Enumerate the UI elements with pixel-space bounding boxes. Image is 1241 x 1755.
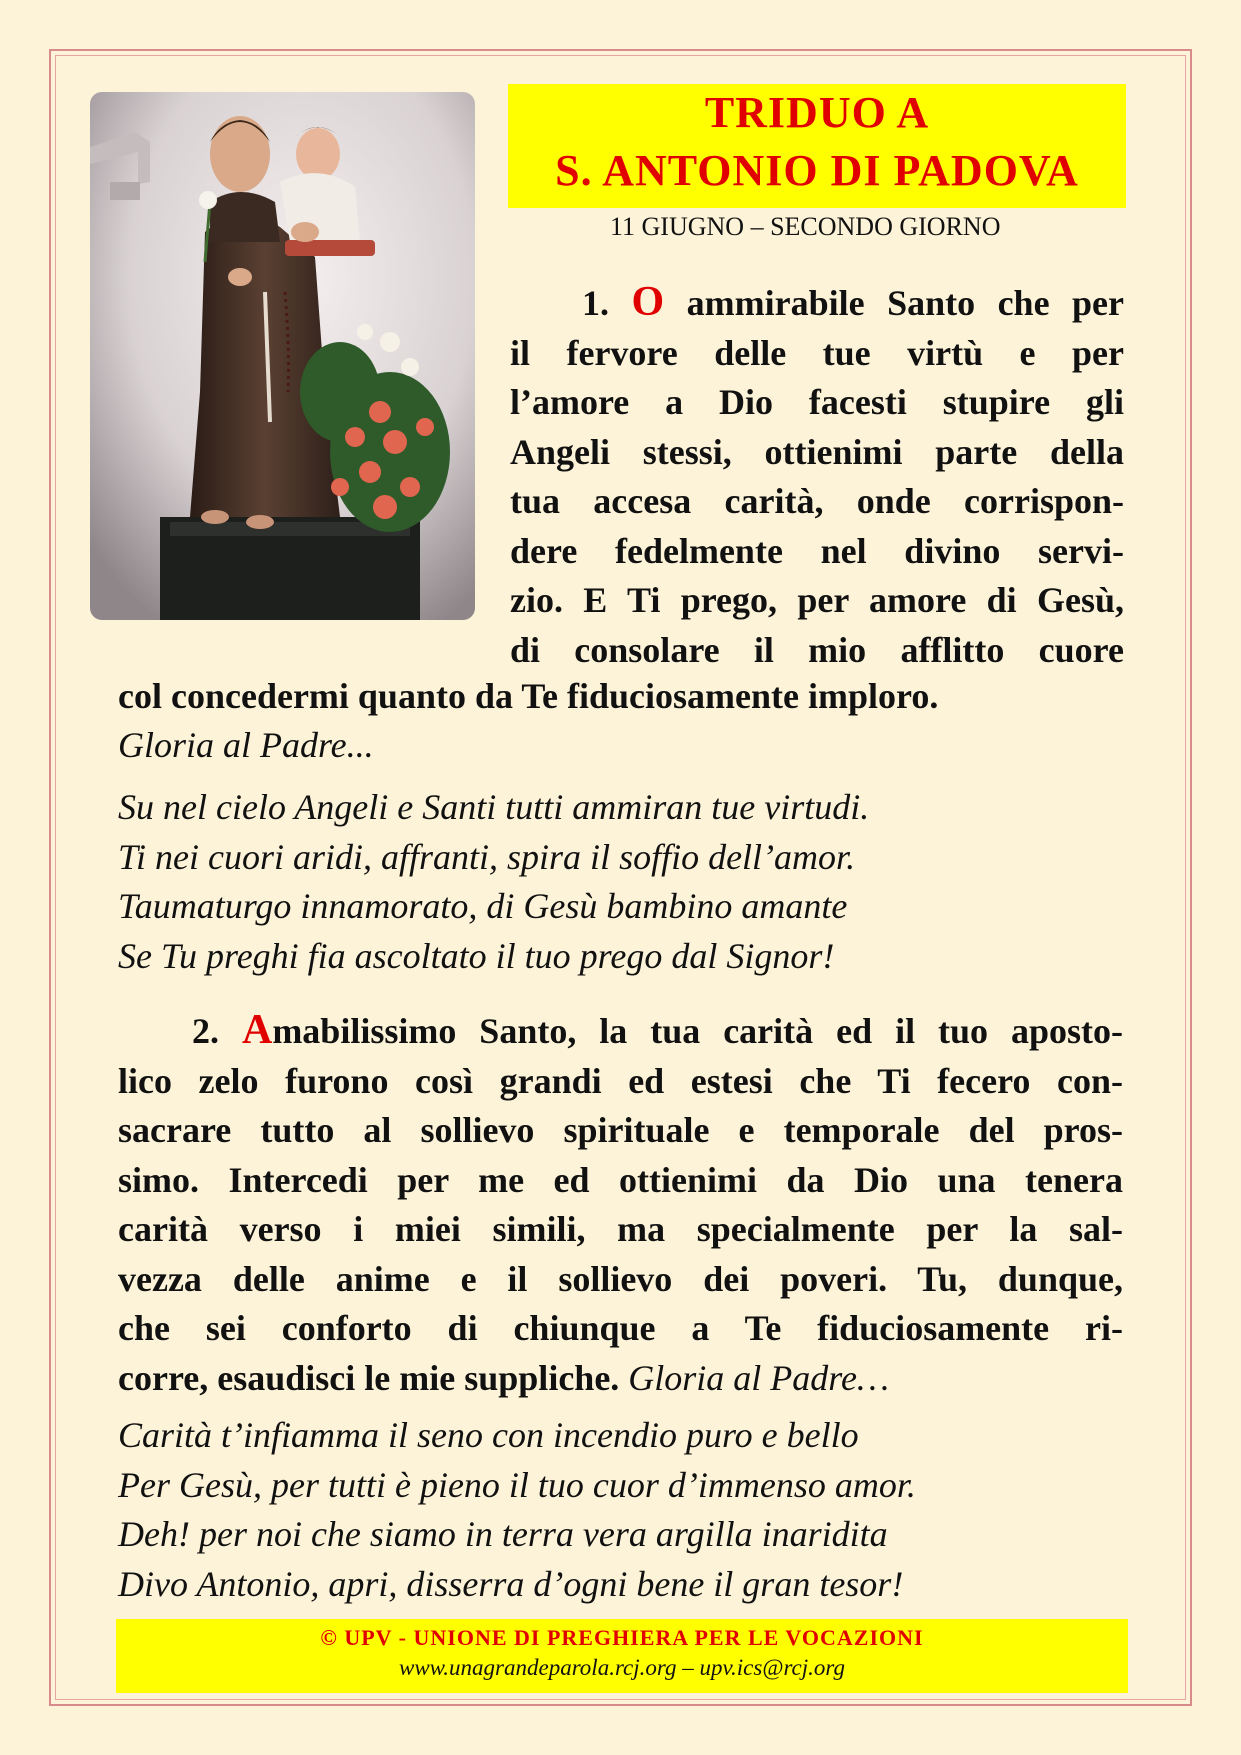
hymn-line: Per Gesù, per tutti è pieno il tuo cuor d’immenso amor. (118, 1464, 916, 1505)
text-line: simo. Intercedi per me ed ottienimi da Dio una tenera (118, 1159, 1123, 1200)
prayer-2-first-line (118, 1006, 1123, 1057)
text-line: l’amore a Dio facesti stupire gli (510, 382, 1124, 422)
text-line: mabilissimo Santo, la tua carità ed il tuo aposto- (272, 1011, 1124, 1051)
text-line: ammirabile Santo che per (686, 283, 1125, 323)
text-line: di consolare il mio afflitto cuore (510, 629, 1124, 670)
text-line: corre, esaudisci le mie suppliche. (118, 1357, 620, 1398)
hymn-line: Carità t’infiamma il seno con incendio puro e bello (118, 1415, 859, 1455)
hymn-line: Deh! per noi che siamo in terra vera argilla inaridita (118, 1514, 888, 1554)
prayer-1-gloria: Gloria al Padre... (118, 725, 374, 765)
text-line: tua accesa carità, onde corrispon- (510, 481, 1124, 521)
prayer-2-number: 2. (192, 1011, 219, 1051)
hymn-line: Ti nei cuori aridi, affranti, spira il soffio dell’amor. (118, 836, 856, 877)
hymn-line: Divo Antonio, apri, disserra d’ogni bene il gran tesor! (118, 1563, 904, 1604)
title-line-1: TRIDUO A (704, 88, 930, 137)
footer-organization: © UPV - UNIONE DI PREGHIERA PER LE VOCAZIONI (320, 1625, 924, 1650)
title-line-2: S. ANTONIO DI PADOVA (555, 146, 1079, 195)
text-line: sacrare tutto al sollievo spirituale e temporale del pros- (118, 1110, 1123, 1150)
text-line: lico zelo furono così grandi ed estesi che Ti fecero con- (118, 1060, 1123, 1101)
hymn-line: Taumaturgo innamorato, di Gesù bambino amante (118, 886, 848, 926)
text-line: Angeli stessi, ottienimi parte della (510, 431, 1124, 472)
title-banner (508, 84, 1126, 208)
hymn-2 (118, 1411, 1123, 1609)
hymn-line: Se Tu preghi fia ascoltato il tuo prego dal Signor! (118, 935, 835, 976)
prayer-1-first-line (510, 278, 1124, 329)
prayer-1-final-line: col concedermi quanto da Te fiduciosamente imploro. (118, 676, 939, 716)
text-line: zio. E Ti prego, per amore di Gesù, (510, 580, 1124, 620)
prayer-1-dropcap: O (631, 279, 665, 325)
prayer-2-paragraph (118, 1006, 1123, 1403)
prayer-2-gloria: Gloria al Padre… (628, 1357, 889, 1398)
prayer-2-dropcap: A (241, 1007, 273, 1053)
text-line: carità verso i miei simili, ma specialmente per la sal- (118, 1209, 1123, 1249)
saint-anthony-statue-photo (90, 92, 475, 620)
text-line: il fervore delle tue virtù e per (510, 332, 1124, 373)
hymn-line: Su nel cielo Angeli e Santi tutti ammiran tue virtudi. (118, 787, 870, 827)
prayer-2-last-line (118, 1354, 1123, 1404)
prayer-1-paragraph (510, 278, 1124, 675)
prayer-1-number: 1. (582, 283, 609, 323)
text-line: che sei conforto di chiunque a Te fiduciosamente ri- (118, 1308, 1123, 1348)
hymn-1 (118, 783, 1123, 981)
text-line: dere fedelmente nel divino servi- (510, 530, 1124, 571)
footer-banner (116, 1619, 1128, 1693)
text-line: vezza delle anime e il sollievo dei poveri. Tu, dunque, (118, 1258, 1123, 1299)
footer-website-link[interactable]: www.unagrandeparola.rcj.org – upv.ics@rcj.org (398, 1655, 845, 1680)
date-subtitle: 11 GIUGNO – SECONDO GIORNO (610, 212, 1001, 241)
statue-photo-icon (90, 92, 475, 620)
